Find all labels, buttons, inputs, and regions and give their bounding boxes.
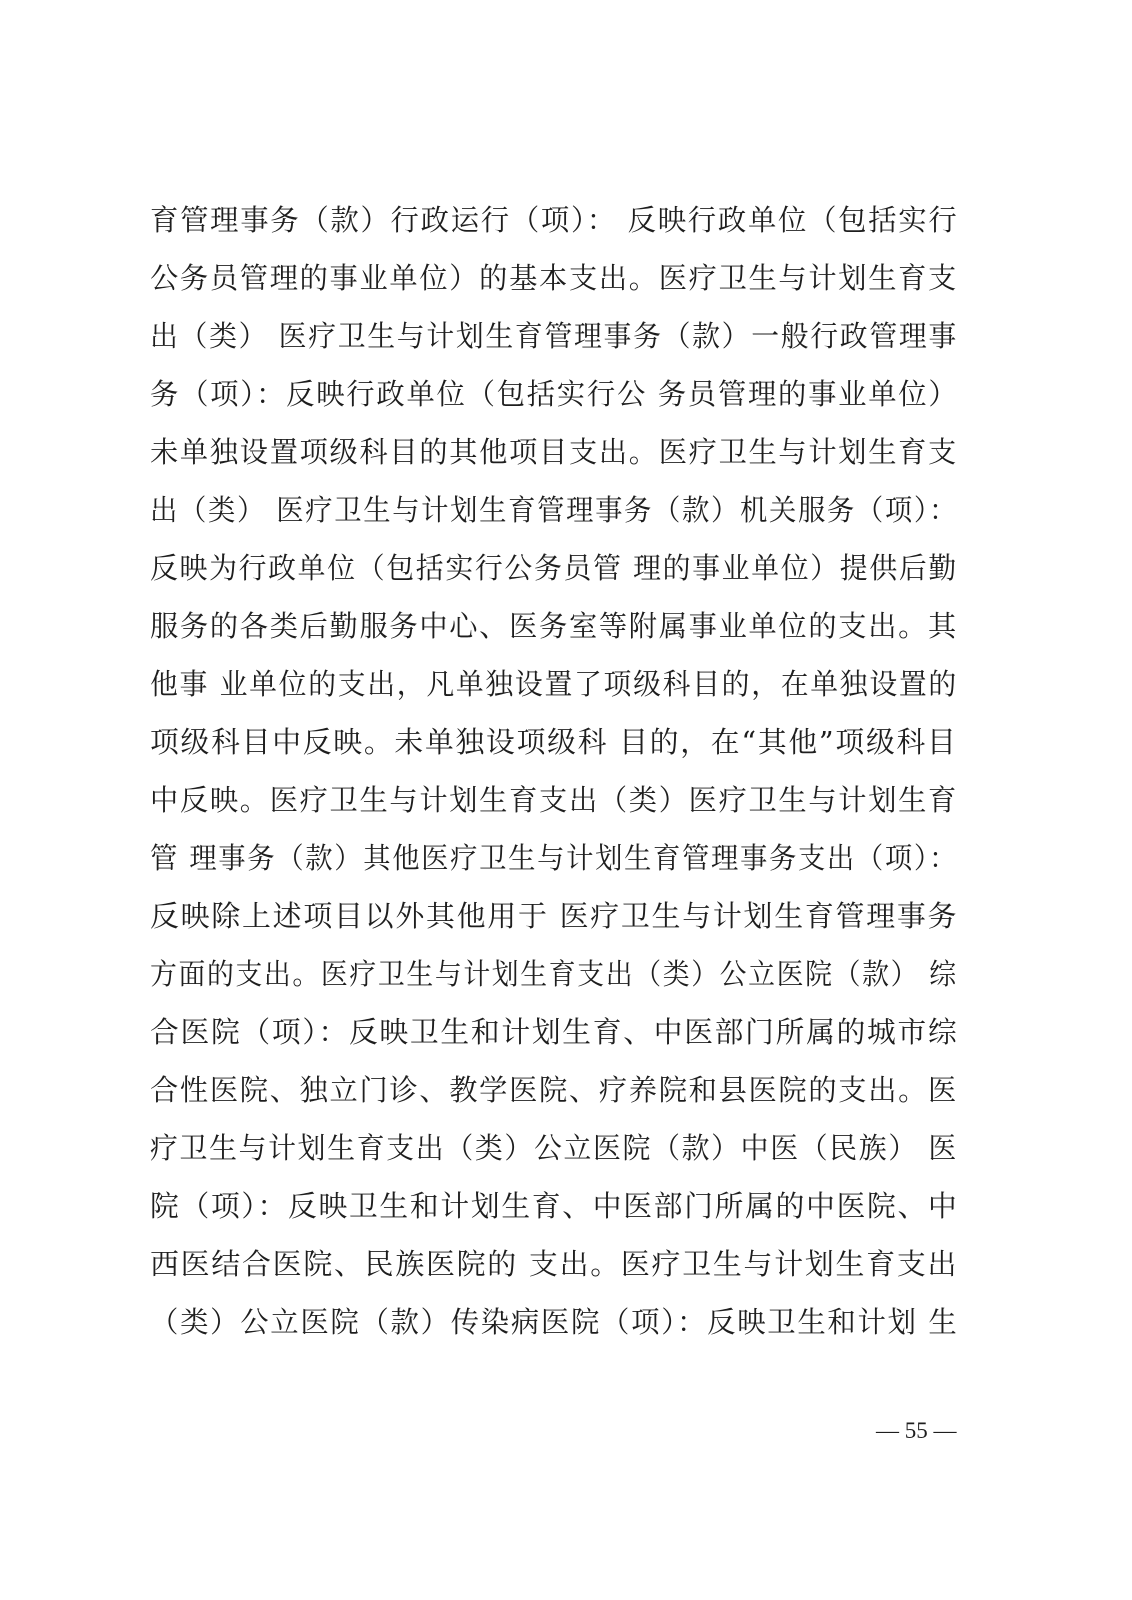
text-line: 育管理事务（款）行政运行（项）： 反映行政单位（包括实行: [150, 203, 959, 237]
text-line: 方面的支出。医疗卫生与计划生育支出（类）公立医院（款） 综: [150, 957, 958, 991]
text-line: 西医结合医院、民族医院的 支出。医疗卫生与计划生育支出: [150, 1247, 959, 1281]
text-line: 管 理事务（款）其他医疗卫生与计划生育管理事务支出（项）：: [150, 841, 959, 875]
text-line: 合医院（项）：反映卫生和计划生育、中医部门所属的城市综: [150, 1015, 959, 1049]
text-line: （类）公立医院（款）传染病医院（项）：反映卫生和计划 生: [150, 1305, 959, 1339]
text-line: 中反映。医疗卫生与计划生育支出（类）医疗卫生与计划生育: [150, 783, 958, 817]
text-line: 反映除上述项目以外其他用于 医疗卫生与计划生育管理事务: [150, 899, 959, 933]
text-line: 出（类） 医疗卫生与计划生育管理事务（款）一般行政管理事: [150, 319, 958, 353]
text-line: 合性医院、独立门诊、教学医院、疗养院和县医院的支出。医: [150, 1073, 958, 1107]
text-line: 反映为行政单位（包括实行公务员管 理的事业单位）提供后勤: [150, 551, 958, 585]
text-line: 项级科目中反映。未单独设项级科 目的，在“其他”项级科目: [150, 725, 958, 759]
text-line: 未单独设置项级科目的其他项目支出。医疗卫生与计划生育支: [150, 435, 958, 469]
text-line: 他事 业单位的支出，凡单独设置了项级科目的，在单独设置的: [150, 667, 958, 701]
text-line: 出（类） 医疗卫生与计划生育管理事务（款）机关服务（项）：: [150, 493, 959, 527]
text-line: 院（项）：反映卫生和计划生育、中医部门所属的中医院、中: [150, 1189, 959, 1223]
text-line: 公务员管理的事业单位）的基本支出。医疗卫生与计划生育支: [150, 261, 958, 295]
text-line: 疗卫生与计划生育支出（类）公立医院（款）中医（民族） 医: [150, 1131, 958, 1165]
text-line: 服务的各类后勤服务中心、医务室等附属事业单位的支出。其: [150, 609, 958, 643]
text-line: 务（项）：反映行政单位（包括实行公 务员管理的事业单位）: [150, 377, 959, 411]
page-number: — 55 —: [876, 1418, 957, 1443]
